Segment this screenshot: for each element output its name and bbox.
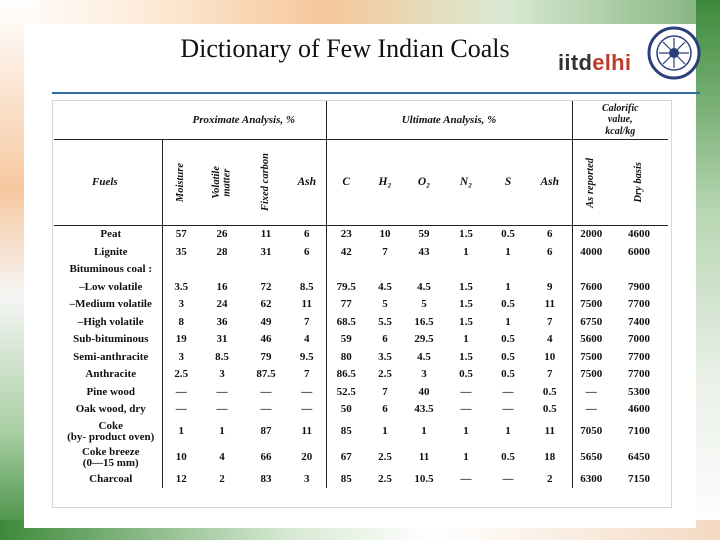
table-cell: 3: [178, 298, 184, 311]
table-cell: 1: [505, 315, 511, 328]
table-cell: 5.5: [378, 315, 392, 328]
table-cell: 24: [216, 298, 228, 311]
col-header-fixed-carbon-text: Fixed carbon: [259, 153, 271, 212]
table-cell: 7500: [580, 350, 603, 363]
table-cell: 2: [219, 472, 225, 485]
table-cell: 1: [505, 425, 511, 437]
table-cell: [244, 261, 288, 279]
fuel-name-cell: –Medium volatile: [54, 296, 162, 314]
table-cell: —: [460, 403, 472, 416]
table-row: [54, 226, 668, 244]
table-cell: —: [216, 385, 228, 398]
table-cell: —: [585, 385, 597, 398]
table-cell: 4600: [628, 228, 651, 241]
table-cell: 1: [219, 425, 225, 437]
table-cell: 11: [528, 296, 572, 314]
table-cell: 66: [260, 451, 272, 463]
table-cell: 1.5: [459, 315, 473, 328]
table-cell: 3.5: [174, 280, 189, 293]
table-cell: 6: [382, 403, 388, 416]
table-cell: [528, 261, 572, 279]
col-header-fuels: Fuels: [54, 140, 162, 226]
table-cell: 2.5: [378, 451, 392, 463]
table-cell: 0.5: [501, 350, 515, 363]
table-cell: 87.5: [256, 368, 276, 381]
table-cell: 1: [463, 245, 469, 258]
table-cell: 2.5: [174, 368, 189, 381]
table-cell: 86.5: [336, 368, 356, 381]
col-header-dry-basis-text: Dry basis: [632, 162, 644, 203]
table-cell: 11: [260, 228, 272, 241]
fuel-name-cell: –High volatile: [54, 314, 162, 332]
table-cell: 35: [175, 245, 187, 258]
table-cell: 31: [216, 333, 228, 346]
table-cell: 79.5: [336, 280, 356, 293]
table-cell: 29.5: [414, 333, 434, 346]
table-row: [54, 384, 668, 402]
table-cell: 85: [340, 425, 352, 437]
table-cell: 11: [528, 419, 572, 445]
table-cell: 0.5: [528, 401, 572, 419]
table-row: [54, 401, 668, 419]
table-row: [54, 445, 668, 471]
table-cell: 6300: [580, 472, 603, 485]
col-header-moisture: [162, 140, 200, 226]
table-cell: 0.5: [501, 368, 515, 381]
table-cell: —: [216, 403, 228, 416]
col-header-volatile: [200, 140, 244, 226]
col-header-c: C: [326, 140, 366, 226]
table-cell: 85: [340, 472, 352, 485]
col-header-fixed-carbon: [244, 140, 288, 226]
fuel-name-cell: Coke (by- product oven): [54, 419, 162, 445]
table-cell: 5300: [628, 385, 651, 398]
table-cell: 7600: [580, 280, 603, 293]
slide-title: Dictionary of Few Indian Coals: [180, 34, 510, 63]
coal-table-body: [54, 226, 668, 489]
table-cell: —: [502, 385, 514, 398]
table-cell: 4: [288, 331, 326, 349]
table-cell: 3.5: [378, 350, 392, 363]
table-cell: [326, 261, 366, 279]
table-cell: 5650: [580, 451, 603, 463]
table-cell: 4.5: [378, 280, 392, 293]
table-row: [54, 366, 668, 384]
table-cell: [366, 261, 404, 279]
table-cell: 7: [528, 366, 572, 384]
col-header-moisture-text: Moisture: [175, 162, 186, 203]
table-cell: 1: [382, 425, 388, 437]
table-cell: 3: [288, 471, 326, 489]
table-cell: 7700: [628, 368, 651, 381]
table-cell: 1: [505, 280, 511, 293]
table-cell: 10: [379, 228, 391, 241]
institute-seal-icon: [647, 26, 701, 80]
column-header-row: [54, 140, 668, 226]
table-cell: 7: [288, 366, 326, 384]
table-cell: 2: [528, 471, 572, 489]
table-cell: —: [288, 401, 326, 419]
table-cell: —: [260, 385, 272, 398]
table-cell: 77: [340, 298, 352, 311]
table-cell: 8: [178, 315, 184, 328]
table-cell: 7050: [580, 425, 603, 437]
fuel-name-cell: Peat: [54, 226, 162, 244]
table-cell: 67: [340, 451, 352, 463]
table-cell: 11: [418, 451, 430, 463]
table-cell: 7150: [628, 472, 651, 485]
table-cell: 7700: [628, 298, 651, 311]
table-cell: 57: [175, 228, 187, 241]
col-header-as-reported: [572, 140, 610, 226]
table-cell: 42: [340, 245, 352, 258]
fuel-name-cell: Anthracite: [54, 366, 162, 384]
table-row: [54, 471, 668, 489]
table-cell: [162, 261, 200, 279]
group-header-calorific: [572, 101, 668, 140]
table-cell: —: [502, 403, 514, 416]
table-cell: 6: [288, 226, 326, 244]
table-cell: 80: [340, 350, 352, 363]
table-cell: —: [460, 472, 472, 485]
fuel-name-cell: Pine wood: [54, 384, 162, 402]
table-cell: 0.5: [528, 384, 572, 402]
table-cell: 6: [382, 333, 388, 346]
table-cell: 40: [418, 385, 430, 398]
table-cell: 10.5: [414, 472, 434, 485]
table-cell: —: [585, 403, 597, 416]
table-cell: [488, 261, 528, 279]
table-cell: 0.5: [501, 298, 515, 311]
fuel-name-cell: Charcoal: [54, 471, 162, 489]
table-cell: 68.5: [336, 315, 356, 328]
table-cell: 2.5: [378, 368, 392, 381]
table-cell: 4: [219, 451, 225, 463]
table-cell: 31: [260, 245, 272, 258]
table-cell: 11: [288, 296, 326, 314]
table-cell: 72: [260, 280, 272, 293]
table-cell: 5: [382, 298, 388, 311]
table-cell: 20: [288, 445, 326, 471]
group-header-blank: [54, 101, 162, 140]
table-cell: 46: [260, 333, 272, 346]
table-cell: 7400: [628, 315, 651, 328]
table-cell: 4: [528, 331, 572, 349]
col-header-s: S: [488, 140, 528, 226]
table-cell: 83: [260, 472, 272, 485]
table-row: [54, 261, 668, 279]
right-gradient-band: [696, 0, 720, 540]
table-cell: 10: [528, 349, 572, 367]
table-cell: 6: [528, 226, 572, 244]
col-header-ash: Ash: [288, 140, 326, 226]
table-cell: 59: [340, 333, 352, 346]
table-cell: 1.5: [459, 228, 473, 241]
table-row: [54, 331, 668, 349]
table-cell: 79: [260, 350, 272, 363]
table-cell: 8.5: [288, 279, 326, 297]
table-cell: 3: [219, 368, 225, 381]
table-cell: 62: [260, 298, 272, 311]
table-cell: 7500: [580, 368, 603, 381]
table-cell: 1: [421, 425, 427, 437]
table-cell: 3: [178, 350, 184, 363]
table-cell: 7700: [628, 350, 651, 363]
group-header-row: [54, 101, 668, 140]
col-header-volatile-text: Volatile matter: [210, 166, 232, 199]
table-cell: 9: [528, 279, 572, 297]
table-cell: 49: [260, 315, 272, 328]
table-row: [54, 279, 668, 297]
table-cell: 2.5: [378, 472, 392, 485]
table-cell: 4.5: [417, 350, 431, 363]
table-cell: 1.5: [459, 350, 473, 363]
table-cell: 16: [216, 280, 228, 293]
fuel-name-cell: Lignite: [54, 244, 162, 262]
table-cell: —: [260, 403, 272, 416]
table-cell: [200, 261, 244, 279]
group-header-proximate: Proximate Analysis, %: [162, 101, 326, 140]
group-header-ultimate: Ultimate Analysis, %: [326, 101, 572, 140]
table-cell: 7100: [628, 425, 651, 437]
fuel-name-cell: Semi-anthracite: [54, 349, 162, 367]
table-cell: [444, 261, 488, 279]
table-cell: 8.5: [215, 350, 229, 363]
table-cell: 5: [421, 298, 427, 311]
table-cell: 18: [528, 445, 572, 471]
table-row: [54, 244, 668, 262]
table-cell: 1: [463, 333, 469, 346]
table-cell: 7: [288, 314, 326, 332]
table-cell: [404, 261, 444, 279]
logo-text-elhi: elhi: [592, 50, 632, 75]
fuel-name-cell: Oak wood, dry: [54, 401, 162, 419]
table-cell: 1.5: [459, 298, 473, 311]
fuel-name-cell: –Low volatile: [54, 279, 162, 297]
table-cell: 43.5: [414, 403, 434, 416]
table-cell: 59: [418, 228, 430, 241]
table-cell: 7900: [628, 280, 651, 293]
logo-text-iitd: iitd: [558, 50, 593, 75]
table-cell: —: [460, 385, 472, 398]
col-header-n2: N₂: [444, 140, 488, 226]
table-cell: 2000: [580, 228, 603, 241]
table-cell: 10: [175, 451, 187, 463]
table-cell: [288, 261, 326, 279]
col-header-o2: O₂: [404, 140, 444, 226]
table-cell: 6: [288, 244, 326, 262]
table-cell: 1.5: [459, 280, 473, 293]
calorific-header-text: Calorific value, kcal/kg: [601, 102, 639, 137]
table-cell: 0.5: [501, 228, 515, 241]
table-cell: 12: [175, 472, 187, 485]
table-cell: 7: [528, 314, 572, 332]
table-cell: 43: [418, 245, 430, 258]
table-cell: 0.5: [459, 368, 473, 381]
table-cell: —: [502, 472, 514, 485]
title-divider: [52, 92, 700, 94]
iitd-logo: [558, 50, 631, 76]
table-cell: 4000: [580, 245, 603, 258]
col-header-as-reported-text: As reported: [585, 157, 597, 208]
table-cell: 0.5: [501, 451, 515, 463]
table-row: [54, 296, 668, 314]
table-cell: 7000: [628, 333, 651, 346]
table-cell: 7: [382, 385, 388, 398]
table-row: [54, 314, 668, 332]
table-cell: 4.5: [417, 280, 431, 293]
table-cell: 4600: [628, 403, 651, 416]
table-cell: 6000: [628, 245, 651, 258]
table-cell: 26: [216, 228, 228, 241]
table-cell: —: [175, 403, 187, 416]
fuel-name-cell: Bituminous coal :: [54, 261, 162, 279]
fuel-name-cell: Coke breeze (0—15 mm): [54, 445, 162, 471]
table-cell: 52.5: [336, 385, 356, 398]
table-row: [54, 349, 668, 367]
table-cell: 7500: [580, 298, 603, 311]
table-cell: 36: [216, 315, 228, 328]
table-cell: 23: [340, 228, 352, 241]
table-cell: [610, 261, 668, 279]
table-cell: 1: [463, 451, 469, 463]
col-header-dry-basis: [610, 140, 668, 226]
col-header-h2: H₂: [366, 140, 404, 226]
coal-properties-table: [54, 101, 668, 488]
table-cell: 50: [340, 403, 352, 416]
table-cell: 16.5: [414, 315, 434, 328]
table-cell: —: [175, 385, 187, 398]
table-cell: 6450: [628, 451, 651, 463]
table-cell: 7: [382, 245, 388, 258]
table-cell: 6: [528, 244, 572, 262]
table-cell: 1: [463, 425, 469, 437]
table-row: [54, 419, 668, 445]
table-cell: 1: [505, 245, 511, 258]
table-cell: 28: [216, 245, 228, 258]
col-header-ash-ultimate: Ash: [528, 140, 572, 226]
table-cell: 9.5: [288, 349, 326, 367]
table-cell: [572, 261, 610, 279]
table-cell: 0.5: [501, 333, 515, 346]
table-cell: 6750: [580, 315, 603, 328]
table-cell: 19: [175, 333, 187, 346]
table-cell: 5600: [580, 333, 603, 346]
table-cell: —: [288, 384, 326, 402]
table-cell: 3: [421, 368, 427, 381]
table-cell: 1: [178, 425, 184, 437]
table-cell: 87: [260, 425, 272, 437]
fuel-name-cell: Sub-bituminous: [54, 331, 162, 349]
table-cell: 11: [288, 419, 326, 445]
